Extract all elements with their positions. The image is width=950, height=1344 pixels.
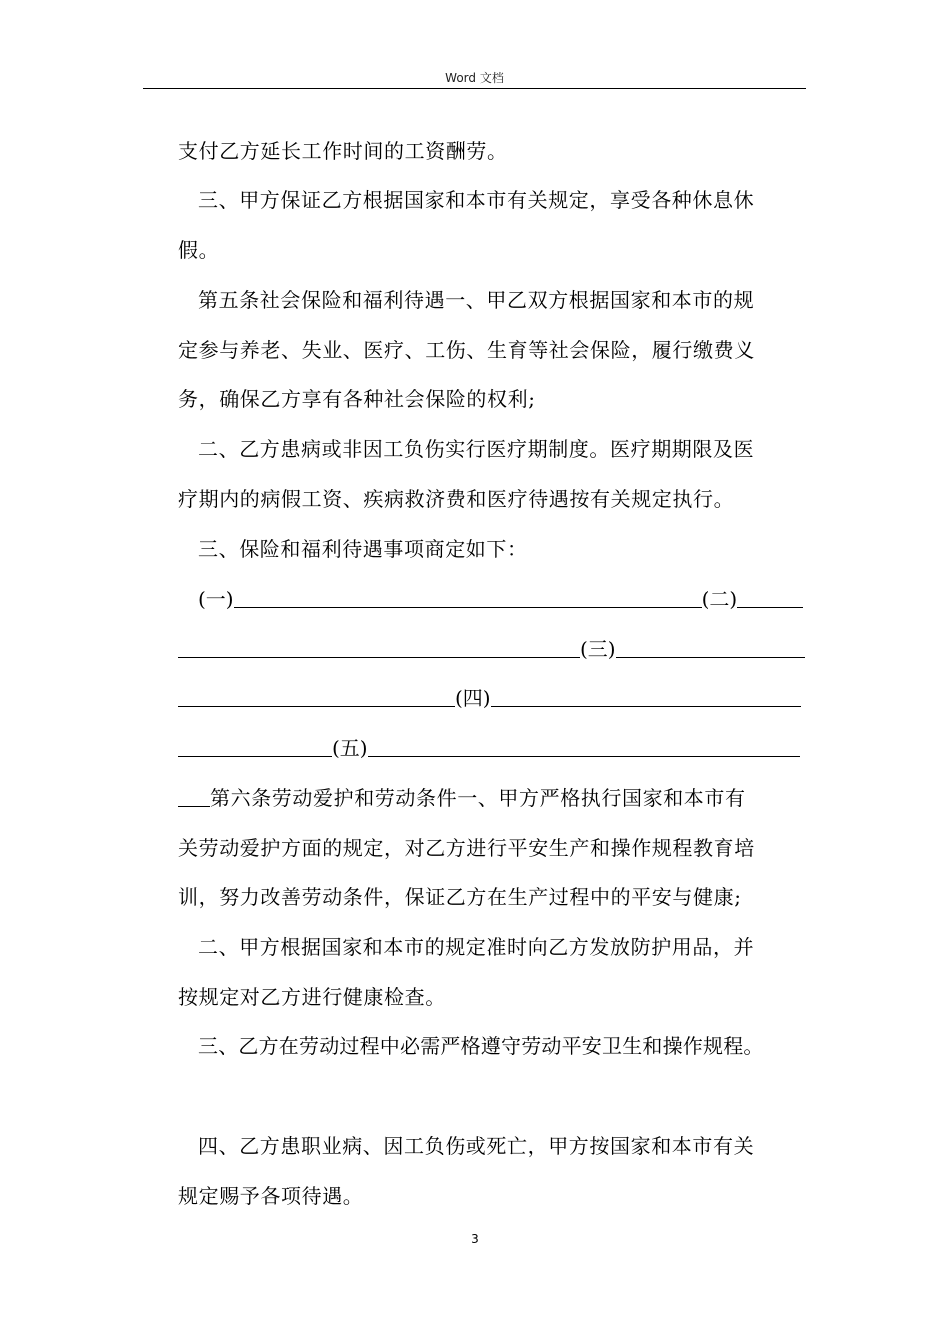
paragraph-line: 假。 [178, 238, 220, 262]
blank-field-4[interactable] [491, 686, 801, 707]
blank-field-5[interactable] [368, 736, 800, 757]
fill-in-line [178, 686, 801, 710]
item-label-4: (四) [455, 686, 491, 710]
paragraph-line: 定参与养老、失业、医疗、工伤、生育等社会保险，履行缴费义 [178, 338, 755, 362]
fill-in-line [178, 786, 746, 810]
fill-in-line [198, 587, 803, 611]
paragraph-line: 三、甲方保证乙方根据国家和本市有关规定，享受各种休息休 [198, 188, 755, 212]
fill-in-line [178, 736, 800, 760]
paragraph-line: 三、乙方在劳动过程中必需严格遵守劳动平安卫生和操作规程。 [198, 1034, 764, 1058]
blank-field-2[interactable] [737, 587, 803, 608]
item-label-5: (五) [332, 736, 368, 760]
paragraph-line: 四、乙方患职业病、因工负伤或死亡，甲方按国家和本市有关 [198, 1134, 755, 1158]
paragraph-line: 疗期内的病假工资、疾病救济费和医疗待遇按有关规定执行。 [178, 487, 735, 511]
blank-field-4-cont[interactable] [178, 736, 332, 757]
blank-field-2-cont[interactable] [178, 637, 580, 658]
blank-field-3-cont[interactable] [178, 686, 455, 707]
paragraph-line: 第五条社会保险和福利待遇一、甲乙双方根据国家和本市的规 [198, 288, 755, 312]
blank-field-3[interactable] [616, 637, 805, 658]
header-divider [143, 88, 806, 89]
page-number: 3 [471, 1232, 479, 1246]
blank-field-5-cont[interactable] [178, 786, 210, 807]
paragraph-line: 关劳动爱护方面的规定，对乙方进行平安生产和操作规程教育培 [178, 836, 755, 860]
paragraph-line: 二、乙方患病或非因工负伤实行医疗期制度。医疗期期限及医 [198, 437, 755, 461]
item-label-1: (一) [198, 587, 234, 611]
paragraph-line: 第六条劳动爱护和劳动条件一、甲方严格执行国家和本市有 [210, 786, 746, 810]
page-header: Word 文档 [445, 71, 504, 85]
paragraph-line: 训，努力改善劳动条件，保证乙方在生产过程中的平安与健康; [178, 885, 742, 909]
item-label-2: (二) [701, 587, 738, 611]
paragraph-line: 务，确保乙方享有各种社会保险的权利; [178, 387, 536, 411]
blank-field-1[interactable] [234, 587, 702, 608]
item-label-3: (三) [580, 637, 616, 661]
paragraph-line: 支付乙方延长工作时间的工资酬劳。 [178, 139, 508, 163]
paragraph-line: 规定赐予各项待遇。 [178, 1184, 364, 1208]
paragraph-line: 按规定对乙方进行健康检查。 [178, 985, 446, 1009]
fill-in-line [178, 637, 805, 661]
paragraph-line: 三、保险和福利待遇事项商定如下： [198, 537, 528, 561]
paragraph-line: 二、甲方根据国家和本市的规定准时向乙方发放防护用品，并 [198, 935, 755, 959]
